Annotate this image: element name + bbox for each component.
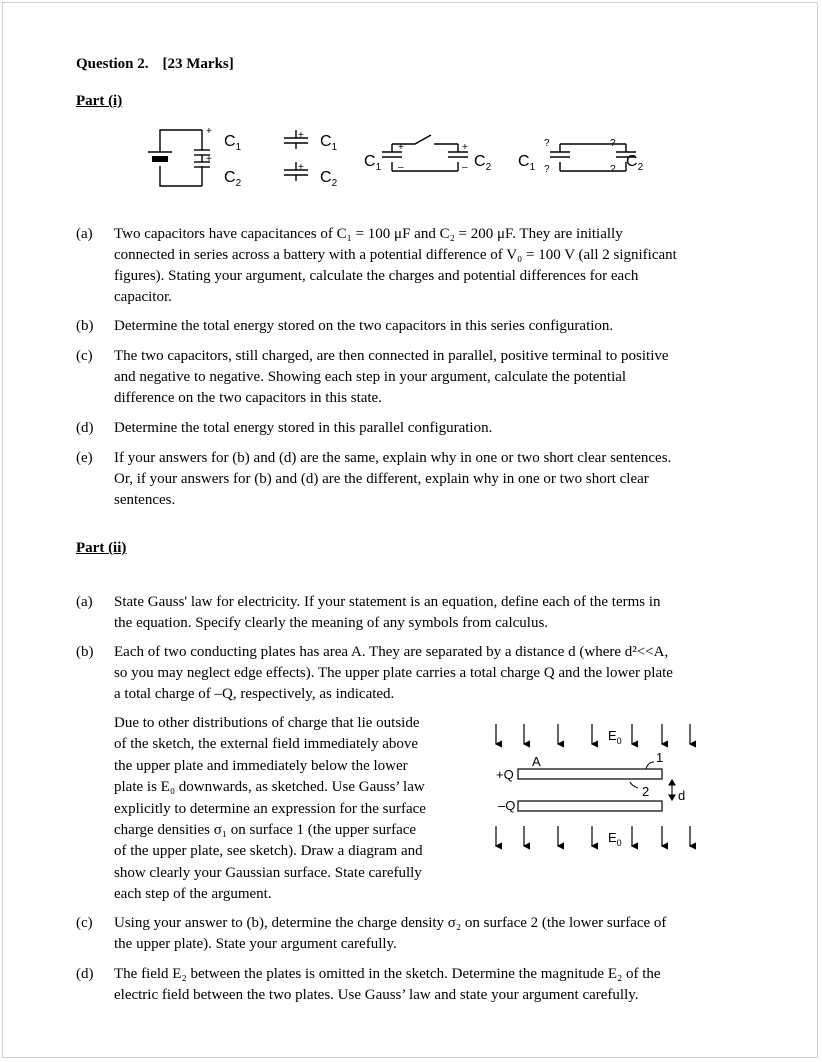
upper-plate: [518, 769, 662, 779]
e0-label-bottom: $E_0$: [608, 830, 622, 848]
c1-minus-sign-3: –: [398, 162, 404, 173]
area-label: A: [532, 754, 541, 769]
part-2-heading: Part (ii): [76, 540, 127, 556]
surface-2-pointer: [630, 782, 638, 788]
part1-item-e: (e) If your answers for (b) and (d) are the same, explain why in one or two short clear sentences. Or, if your answers for (b) and (d) are the different, explain why in one or two short clear sentences.: [76, 450, 672, 508]
capacitor-diagrams: [140, 122, 660, 194]
c2-unknown-bottom: ?: [610, 164, 616, 175]
surface-1-pointer: [646, 762, 654, 769]
c1-unknown-top: ?: [544, 138, 550, 149]
surface-1-label: 1: [656, 750, 664, 765]
c1-label-3: $C_1$: [364, 153, 382, 173]
c2-unknown-top: ?: [610, 138, 616, 149]
e0-label-top: $E_0$: [608, 728, 622, 746]
question-title: [76, 56, 234, 73]
c2-label: $C_2$: [224, 169, 242, 189]
c1-label-2: $C_1$: [320, 133, 338, 153]
c1-unknown-bottom: ?: [544, 164, 550, 175]
top-charge-label: +Q: [496, 767, 514, 782]
c2-label-4: $C_2$: [626, 153, 644, 173]
c1-label: $C_1$: [224, 133, 242, 153]
part-1-heading: Part (i): [76, 93, 123, 109]
battery-negative-plate: [152, 156, 168, 162]
lower-plate: [518, 801, 662, 811]
c2-minus-sign-3: –: [462, 162, 468, 173]
question-number: Question 2.: [76, 56, 149, 72]
part1-item-a: (a) Two capacitors have capacitances of C₁ = 100 μF and C₂ = 200 μF. They are initially connected in series across a battery with a potential difference of V₀ = 100 V (all 2 significant figures). Stating your argument, calculate the charges and potential differences for each capacitor.: [76, 226, 677, 305]
part1-item-b: (b) Determine the total energy stored on the two capacitors in this series configuration.: [76, 318, 614, 334]
c1-plus-sign-2: +: [298, 130, 304, 141]
c2-plus-sign: +: [206, 154, 212, 165]
part1-item-c: (c) The two capacitors, still charged, are then connected in parallel, positive terminal to positive and negative to negative. Showing each step in your argument, calculate the potential difference on the two capacitors in this state.: [76, 348, 669, 406]
part2-item-d: (d) The field E₂ between the plates is omitted in the sketch. Determine the magnitude E₂ of the electric field between the two plates. Use Gauss’ law and state your argument carefully.: [76, 966, 661, 1003]
c2-plus-sign-2: +: [298, 162, 304, 173]
part1-item-d: (d) Determine the total energy stored in this parallel configuration.: [76, 420, 493, 436]
c2-plus-sign-3: +: [462, 142, 468, 153]
c1-plus-sign: +: [206, 126, 212, 137]
surface-2-label: 2: [642, 784, 650, 799]
c1-plus-sign-3: +: [398, 142, 404, 153]
c1-label-4: $C_1$: [518, 153, 536, 173]
part2-item-a: (a) State Gauss' law for electricity. If your statement is an equation, define each of the terms in the equation. Specify clearly the meaning of any symbols from calculus.: [76, 594, 661, 631]
question-marks: [23 Marks]: [162, 56, 234, 72]
c2-label-2: $C_2$: [320, 169, 338, 189]
c2-label-3: $C_2$: [474, 153, 492, 173]
conducting-plates-diagram: [482, 716, 712, 856]
bottom-charge-label: –Q: [498, 798, 516, 813]
gap-label: d: [678, 788, 686, 803]
part2-item-b: (b) Each of two conducting plates has area A. They are separated by a distance d (where d²<<A, so you may neglect edge effects). The upper plate carries a total charge Q and the lower plate a total charge of –Q, respectively, as indicated.: [76, 644, 673, 702]
part2-item-c: (c) Using your answer to (b), determine the charge density σ₂ on surface 2 (the lower surface of the upper plate). State your argument carefully.: [76, 915, 667, 952]
part2-b-continuation: Due to other distributions of charge that lie outside of the sketch, the external field immediately above the upper plate and immediately below the lower plate is E₀ downwards, as sketched. Use Gauss’ law explicitly to determine an expression for the surface charge densities σ₁ on surface 1 (the upper surface of the upper plate, see sketch). Draw a diagram and show clearly your Gaussian surface. State carefully each step of the argument.: [114, 715, 426, 903]
